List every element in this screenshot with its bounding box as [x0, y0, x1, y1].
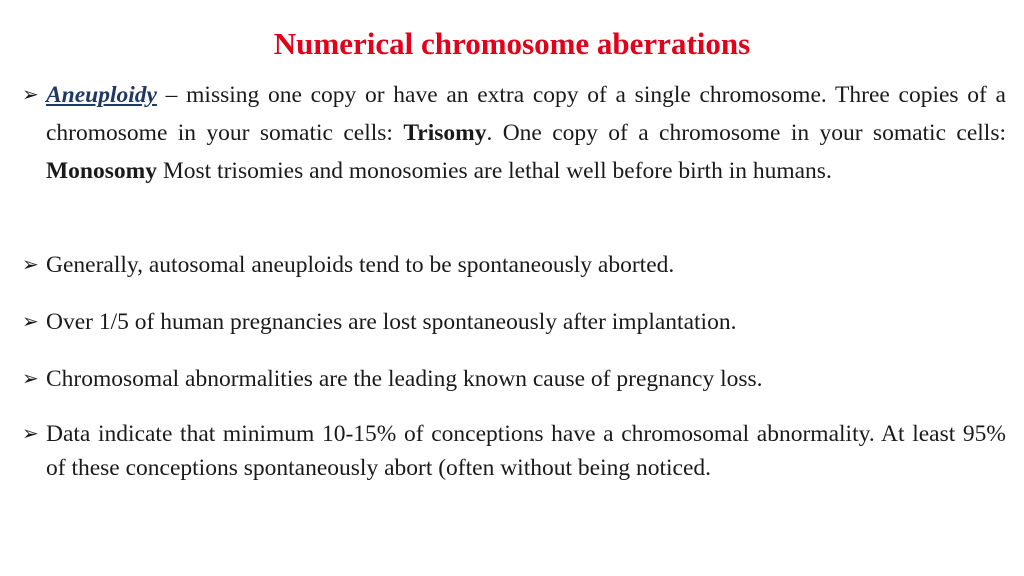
arrow-bullet-icon: ➢ — [22, 254, 39, 276]
bullet-text: Most trisomies and monosomies are lethal well before birth in humans. — [156, 158, 832, 184]
bullet-text: Data indicate that minimum 10-15% of conceptions have a chromosomal abnormality. At least 95% of these conceptions spontaneously abort (often without being noticed. — [46, 421, 1006, 481]
arrow-bullet-icon: ➢ — [22, 84, 39, 106]
bullet-autosomal-aneuploids — [22, 246, 1006, 284]
bullet-chromosomal-abnormalities — [22, 360, 1006, 398]
bullet-text: Generally, autosomal aneuploids tend to be spontaneously aborted. — [46, 252, 675, 278]
bullet-text: – missing one copy or have an extra copy of a single chromosome. Three copies of a chromosome in your somatic cells: — [46, 82, 1006, 146]
slide-title: Numerical chromosome aberrations — [273, 26, 751, 61]
bullet-text: Chromosomal abnormalities are the leading known cause of pregnancy loss. — [46, 366, 763, 392]
bullet-text: Over 1/5 of human pregnancies are lost spontaneously after implantation. — [46, 309, 737, 335]
bullet-text: . One copy of a chromosome in your somatic cells: — [486, 120, 1006, 146]
arrow-bullet-icon: ➢ — [22, 311, 39, 333]
bullet-pregnancies-lost — [22, 303, 1006, 341]
arrow-bullet-icon: ➢ — [22, 368, 39, 390]
term-monosomy: Monosomy — [46, 158, 157, 184]
bullet-aneuploidy — [22, 76, 1006, 190]
term-aneuploidy: Aneuploidy — [46, 82, 157, 108]
arrow-bullet-icon: ➢ — [22, 423, 39, 445]
term-trisomy: Trisomy — [403, 120, 487, 146]
bullet-data-conceptions — [22, 417, 1006, 485]
